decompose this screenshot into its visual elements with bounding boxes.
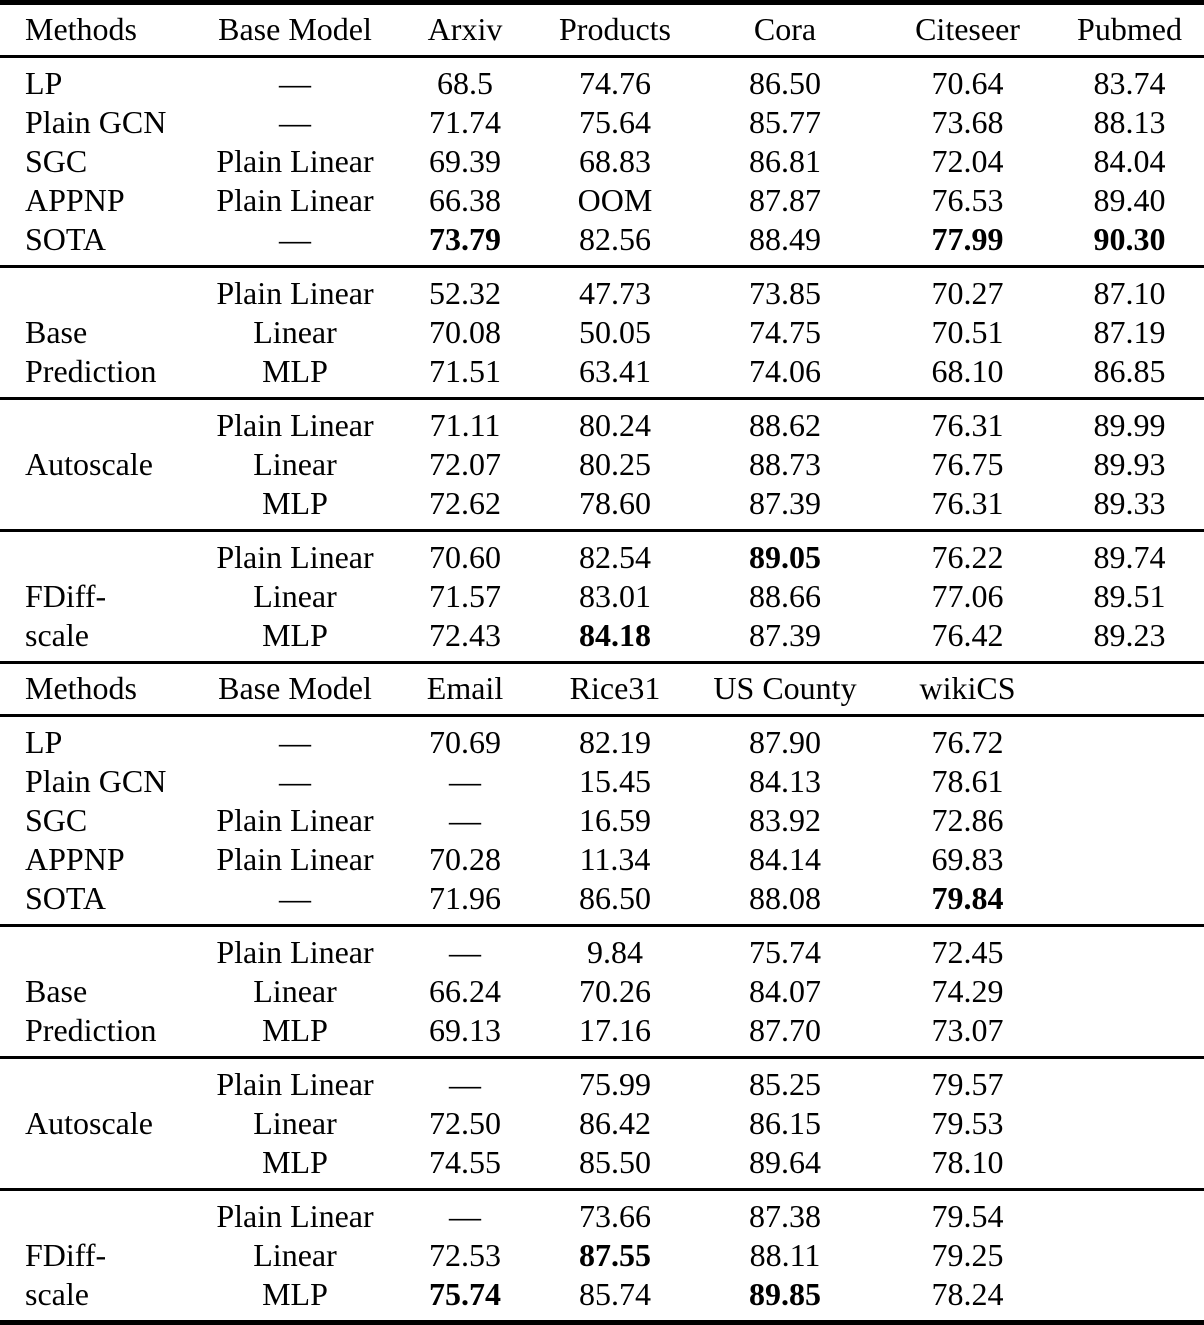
value-cell: 77.99: [931, 220, 1004, 257]
value-cell: 70.28: [429, 840, 501, 877]
value-cell: 74.76: [540, 57, 690, 104]
value-cell: 74.55: [429, 1143, 501, 1180]
table-row: [0, 103, 1204, 142]
value-cell: 87.70: [749, 1011, 821, 1048]
value-cell: 87.55: [579, 1236, 651, 1273]
table-row: [0, 616, 1204, 663]
value-cell: 79.54: [880, 1190, 1055, 1237]
method-cell: APPNP: [25, 181, 125, 218]
method-cell: LP: [0, 57, 200, 104]
value-cell: Linear: [253, 577, 337, 614]
table-row: [0, 352, 1204, 399]
value-cell: 84.13: [749, 762, 821, 799]
value-cell: 75.74: [690, 926, 880, 973]
value-cell: Plain Linear: [200, 1058, 390, 1105]
method-cell: FDiff-: [25, 1236, 107, 1273]
value-cell: 76.42: [931, 616, 1004, 653]
table-row: [0, 762, 1204, 801]
value-cell: 87.19: [1093, 313, 1166, 350]
value-cell: 78.60: [579, 484, 651, 521]
method-cell: [0, 267, 200, 314]
value-cell: 63.41: [579, 352, 651, 389]
value-cell: 78.61: [931, 762, 1004, 799]
value-cell: 72.62: [429, 484, 501, 521]
value-cell: 87.10: [1055, 267, 1204, 314]
table-row: [0, 577, 1204, 616]
value-cell: 86.85: [1093, 352, 1166, 389]
value-cell: 76.31: [931, 484, 1004, 521]
value-cell: 70.64: [880, 57, 1055, 104]
value-cell: 70.08: [429, 313, 501, 350]
value-cell: [1055, 1236, 1204, 1275]
value-cell: Linear: [253, 972, 337, 1009]
value-cell: 78.10: [931, 1143, 1004, 1180]
method-cell: [0, 484, 200, 531]
value-cell: 68.10: [931, 352, 1004, 389]
value-cell: MLP: [262, 1011, 328, 1048]
value-cell: 86.81: [749, 142, 821, 179]
value-cell: 72.43: [429, 616, 501, 653]
method-cell: [0, 531, 200, 578]
value-cell: [1055, 1104, 1204, 1143]
value-cell: 89.05: [690, 531, 880, 578]
value-cell: 76.72: [880, 716, 1055, 763]
table-row: [0, 484, 1204, 531]
table-row: [0, 445, 1204, 484]
value-cell: 83.01: [579, 577, 651, 614]
value-cell: 70.27: [880, 267, 1055, 314]
value-cell: 88.08: [749, 879, 821, 916]
value-cell: 72.45: [880, 926, 1055, 973]
column-header: Citeseer: [880, 3, 1055, 57]
column-header: Cora: [690, 3, 880, 57]
table-row: [0, 267, 1204, 314]
header-row: [0, 3, 1204, 57]
value-cell: 47.73: [540, 267, 690, 314]
method-cell: LP: [0, 716, 200, 763]
value-cell: 69.13: [429, 1011, 501, 1048]
value-cell: —: [279, 879, 311, 916]
value-cell: 86.50: [690, 57, 880, 104]
value-cell: 80.25: [579, 445, 651, 482]
value-cell: Plain Linear: [216, 142, 374, 179]
value-cell: 17.16: [579, 1011, 651, 1048]
value-cell: [1055, 972, 1204, 1011]
value-cell: 89.51: [1093, 577, 1166, 614]
value-cell: 82.19: [540, 716, 690, 763]
table-row: [0, 1236, 1204, 1275]
value-cell: 71.51: [429, 352, 501, 389]
method-cell: Plain GCN: [25, 103, 167, 140]
value-cell: 88.49: [749, 220, 821, 257]
value-cell: 9.84: [540, 926, 690, 973]
table-row: [0, 879, 1204, 926]
column-header: US County: [690, 663, 880, 716]
value-cell: —: [390, 926, 540, 973]
value-cell: 75.64: [579, 103, 651, 140]
method-cell: SOTA: [25, 220, 106, 257]
value-cell: 73.66: [540, 1190, 690, 1237]
value-cell: —: [279, 762, 311, 799]
value-cell: 89.74: [1055, 531, 1204, 578]
value-cell: 77.06: [931, 577, 1004, 614]
value-cell: 89.33: [1093, 484, 1166, 521]
value-cell: [1055, 1143, 1204, 1190]
table-row: [0, 313, 1204, 352]
value-cell: —: [279, 103, 311, 140]
method-cell: [0, 1190, 200, 1237]
value-cell: 88.13: [1093, 103, 1166, 140]
value-cell: Linear: [253, 313, 337, 350]
value-cell: 89.23: [1093, 616, 1166, 653]
value-cell: 69.83: [931, 840, 1004, 877]
value-cell: 87.87: [749, 181, 821, 218]
table-row: [0, 1143, 1204, 1190]
method-cell: [0, 926, 200, 973]
value-cell: 69.39: [429, 142, 501, 179]
value-cell: 84.07: [749, 972, 821, 1009]
value-cell: —: [449, 762, 481, 799]
value-cell: Plain Linear: [200, 1190, 390, 1237]
value-cell: 74.06: [749, 352, 821, 389]
value-cell: [1055, 879, 1204, 926]
value-cell: 72.50: [429, 1104, 501, 1141]
column-header: Pubmed: [1055, 3, 1204, 57]
method-cell: SGC: [25, 801, 88, 838]
method-cell: [0, 1058, 200, 1105]
value-cell: [1055, 1058, 1204, 1105]
value-cell: 87.39: [749, 616, 821, 653]
value-cell: 72.04: [931, 142, 1004, 179]
value-cell: MLP: [262, 352, 328, 389]
value-cell: 84.04: [1093, 142, 1166, 179]
table-row: [0, 1190, 1204, 1237]
value-cell: 87.38: [690, 1190, 880, 1237]
method-cell: Plain GCN: [25, 762, 167, 799]
value-cell: MLP: [262, 616, 328, 653]
value-cell: 90.30: [1093, 220, 1166, 257]
table-row: [0, 181, 1204, 220]
column-header: [1055, 663, 1204, 716]
table-row: [0, 840, 1204, 879]
value-cell: 74.75: [749, 313, 821, 350]
value-cell: 86.42: [579, 1104, 651, 1141]
method-cell: APPNP: [25, 840, 125, 877]
value-cell: [1055, 1011, 1204, 1058]
value-cell: 79.57: [880, 1058, 1055, 1105]
value-cell: [1055, 716, 1204, 763]
method-cell: Autoscale: [25, 445, 153, 482]
table-row: [0, 801, 1204, 840]
column-header: Arxiv: [390, 3, 540, 57]
value-cell: 76.75: [931, 445, 1004, 482]
value-cell: Plain Linear: [200, 399, 390, 446]
table-row: [0, 972, 1204, 1011]
value-cell: Linear: [253, 1236, 337, 1273]
value-cell: Plain Linear: [216, 181, 374, 218]
value-cell: 15.45: [579, 762, 651, 799]
value-cell: —: [390, 1190, 540, 1237]
value-cell: [1055, 1275, 1204, 1323]
value-cell: 85.77: [749, 103, 821, 140]
value-cell: 66.24: [429, 972, 501, 1009]
value-cell: 88.11: [749, 1236, 821, 1273]
method-cell: [0, 399, 200, 446]
value-cell: 71.96: [429, 879, 501, 916]
value-cell: 89.93: [1093, 445, 1166, 482]
value-cell: 71.57: [429, 577, 501, 614]
value-cell: 72.86: [931, 801, 1004, 838]
table-row: [0, 1011, 1204, 1058]
value-cell: Linear: [253, 1104, 337, 1141]
table-row: [0, 399, 1204, 446]
value-cell: MLP: [262, 1275, 328, 1312]
column-header: Methods: [0, 3, 200, 57]
table-row: [0, 1058, 1204, 1105]
value-cell: 68.5: [390, 57, 540, 104]
column-header: Products: [540, 3, 690, 57]
value-cell: —: [390, 1058, 540, 1105]
value-cell: 68.83: [579, 142, 651, 179]
value-cell: 86.50: [579, 879, 651, 916]
method-cell: scale: [25, 1275, 89, 1312]
method-cell: SGC: [25, 142, 88, 179]
value-cell: Linear: [253, 445, 337, 482]
value-cell: 89.64: [749, 1143, 821, 1180]
value-cell: [1055, 840, 1204, 879]
value-cell: 87.39: [749, 484, 821, 521]
value-cell: 83.74: [1055, 57, 1204, 104]
method-cell: Base: [25, 313, 88, 350]
method-cell: Autoscale: [25, 1104, 153, 1141]
table-row: [0, 716, 1204, 763]
value-cell: 83.92: [749, 801, 821, 838]
value-cell: 73.07: [931, 1011, 1004, 1048]
value-cell: 16.59: [579, 801, 651, 838]
value-cell: 80.24: [540, 399, 690, 446]
value-cell: —: [279, 220, 311, 257]
method-cell: [0, 1143, 200, 1190]
table-row: [0, 531, 1204, 578]
value-cell: MLP: [262, 1143, 328, 1180]
value-cell: 52.32: [390, 267, 540, 314]
value-cell: OOM: [577, 181, 653, 218]
value-cell: Plain Linear: [216, 801, 374, 838]
value-cell: [1055, 1190, 1204, 1237]
table-row: [0, 1275, 1204, 1323]
value-cell: 88.66: [749, 577, 821, 614]
value-cell: 85.25: [690, 1058, 880, 1105]
value-cell: 75.99: [540, 1058, 690, 1105]
method-cell: Prediction: [25, 1011, 157, 1048]
table-row: [0, 57, 1204, 104]
value-cell: 50.05: [579, 313, 651, 350]
value-cell: 71.74: [429, 103, 501, 140]
column-header: Base Model: [200, 663, 390, 716]
value-cell: 79.53: [931, 1104, 1004, 1141]
value-cell: —: [449, 801, 481, 838]
value-cell: 74.29: [931, 972, 1004, 1009]
column-header: wikiCS: [880, 663, 1055, 716]
table-row: [0, 142, 1204, 181]
value-cell: 89.40: [1093, 181, 1166, 218]
value-cell: 84.14: [749, 840, 821, 877]
value-cell: 70.60: [390, 531, 540, 578]
table-row: [0, 220, 1204, 267]
value-cell: 71.11: [390, 399, 540, 446]
value-cell: —: [200, 716, 390, 763]
value-cell: 70.26: [579, 972, 651, 1009]
column-header: Base Model: [200, 3, 390, 57]
value-cell: 89.85: [749, 1275, 821, 1312]
column-header: Rice31: [540, 663, 690, 716]
value-cell: 79.25: [931, 1236, 1004, 1273]
value-cell: 88.62: [690, 399, 880, 446]
method-cell: Base: [25, 972, 88, 1009]
header-row: [0, 663, 1204, 716]
value-cell: 66.38: [429, 181, 501, 218]
value-cell: 78.24: [931, 1275, 1004, 1312]
value-cell: [1055, 801, 1204, 840]
value-cell: 87.90: [690, 716, 880, 763]
table-row: [0, 1104, 1204, 1143]
value-cell: 82.54: [540, 531, 690, 578]
column-header: Email: [390, 663, 540, 716]
value-cell: 76.22: [880, 531, 1055, 578]
value-cell: MLP: [262, 484, 328, 521]
value-cell: 72.53: [429, 1236, 501, 1273]
value-cell: 82.56: [579, 220, 651, 257]
value-cell: 70.51: [931, 313, 1004, 350]
method-cell: FDiff-: [25, 577, 107, 614]
value-cell: 73.79: [429, 220, 501, 257]
value-cell: 84.18: [579, 616, 651, 653]
column-header: Methods: [0, 663, 200, 716]
method-cell: SOTA: [25, 879, 106, 916]
value-cell: 79.84: [931, 879, 1004, 916]
value-cell: 86.15: [749, 1104, 821, 1141]
value-cell: 85.74: [579, 1275, 651, 1312]
value-cell: 89.99: [1055, 399, 1204, 446]
results-table-body: [0, 3, 1204, 1323]
value-cell: 70.69: [390, 716, 540, 763]
value-cell: 85.50: [579, 1143, 651, 1180]
value-cell: Plain Linear: [200, 926, 390, 973]
value-cell: [1055, 926, 1204, 973]
value-cell: Plain Linear: [200, 267, 390, 314]
value-cell: 76.31: [880, 399, 1055, 446]
value-cell: —: [200, 57, 390, 104]
value-cell: 72.07: [429, 445, 501, 482]
value-cell: 76.53: [931, 181, 1004, 218]
table-row: [0, 926, 1204, 973]
method-cell: Prediction: [25, 352, 157, 389]
value-cell: 73.68: [931, 103, 1004, 140]
value-cell: 73.85: [690, 267, 880, 314]
value-cell: [1055, 762, 1204, 801]
value-cell: 11.34: [579, 840, 651, 877]
value-cell: Plain Linear: [200, 531, 390, 578]
value-cell: Plain Linear: [216, 840, 374, 877]
value-cell: 75.74: [429, 1275, 501, 1312]
method-cell: scale: [25, 616, 89, 653]
value-cell: 88.73: [749, 445, 821, 482]
